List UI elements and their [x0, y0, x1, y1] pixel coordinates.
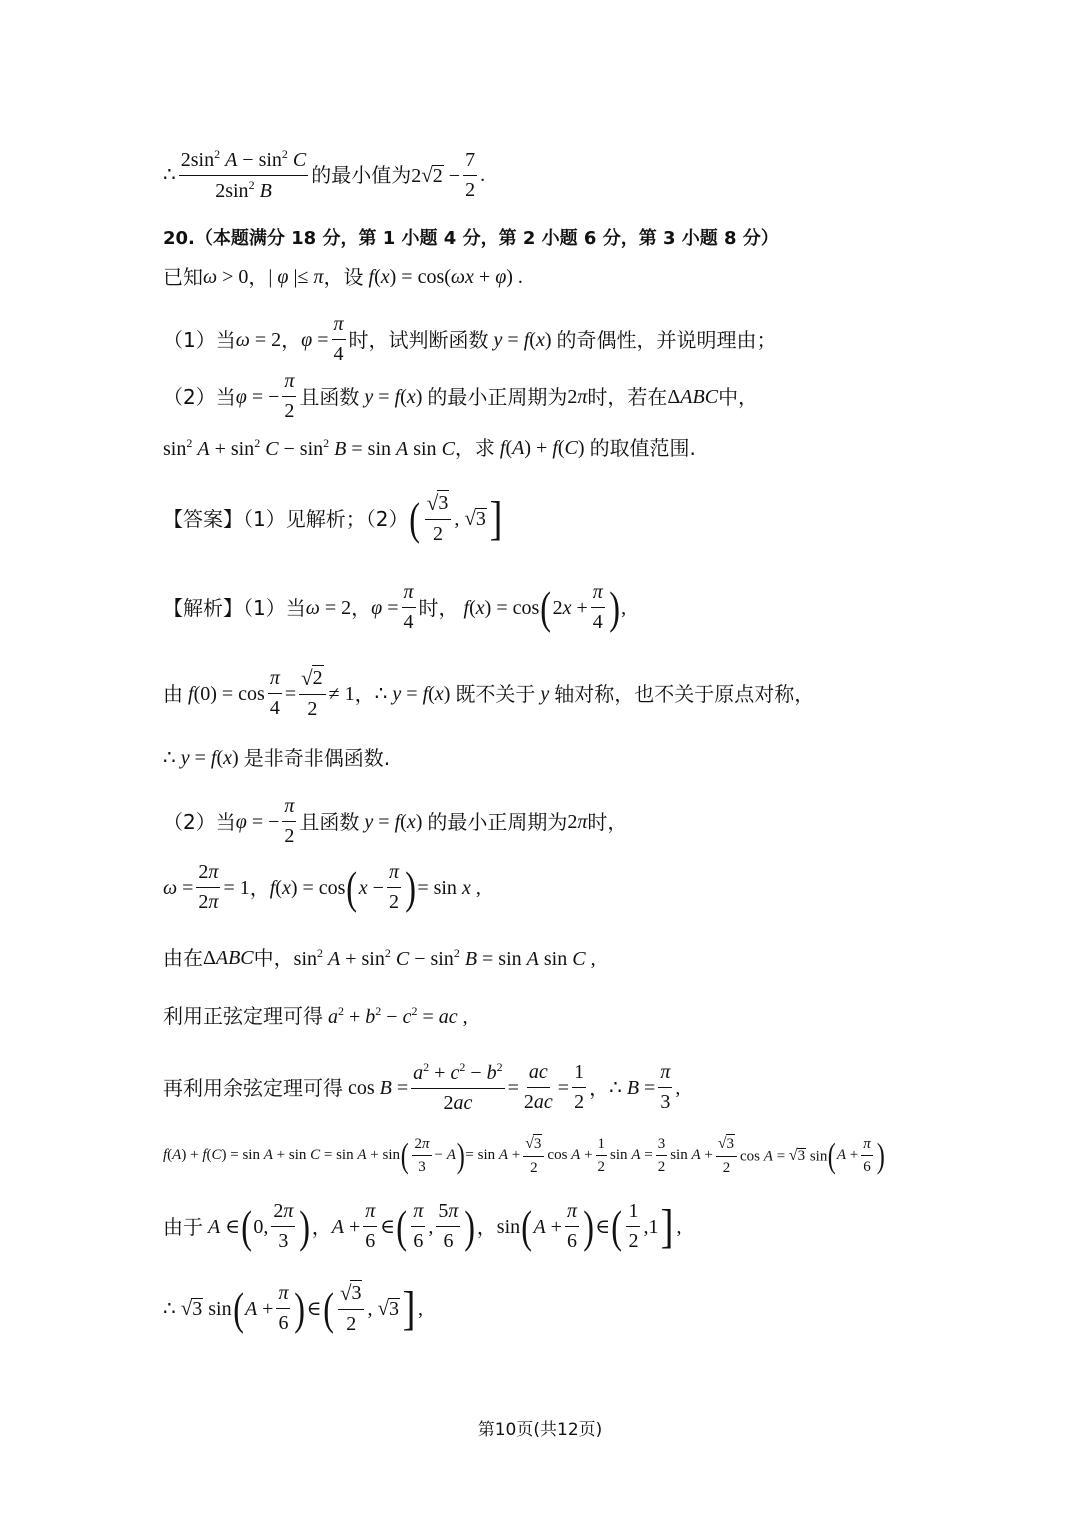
- math: $\sin^2 A + \sin^2 C - \sin^2 B = \sin A$ sin C ,: [293, 946, 596, 970]
- math: f(x) = cos: [463, 596, 540, 619]
- text: 中，: [718, 384, 759, 409]
- line-10: [163, 748, 390, 768]
- fraction: $\frac{\pi}{2}$: [388, 861, 399, 913]
- page-footer: 第10页(共12页): [477, 1420, 603, 1440]
- math: ,: [428, 1215, 434, 1238]
- fraction: $\frac{\pi}{2}$: [284, 370, 295, 422]
- math: f(x) = cos: [269, 876, 346, 899]
- math: ω > 0: [203, 266, 249, 288]
- math: A ∈: [208, 1215, 241, 1238]
- math: $\sin^2 A + \sin^2 C - \sin^2 B = \sin A$ sin C: [163, 436, 455, 460]
- math: ΔABC: [203, 946, 254, 969]
- text: 再利用余弦定理可得: [163, 1075, 343, 1100]
- math: .: [480, 164, 486, 187]
- fraction: $\frac{ac}{2ac}$: [523, 1061, 553, 1114]
- math: y = f(x): [493, 328, 557, 351]
- fraction: √ 3 2: [338, 1280, 365, 1337]
- math: A +: [331, 1215, 361, 1238]
- math: cos A = √ 3 sin: [740, 1146, 828, 1164]
- math: 2π: [567, 385, 588, 408]
- math: (: [540, 581, 552, 633]
- fraction: √ 2 2: [299, 665, 326, 722]
- text: 已知: [163, 265, 203, 289]
- fraction: $\frac{2\sin^2 A - \sin^2 C}{2\sin^2 B}$: [180, 147, 307, 202]
- text: 轴对称，也不关于原点对称，: [554, 681, 815, 706]
- text: 且函数: [299, 809, 360, 834]
- fraction: $\frac{7}{2}$: [465, 148, 476, 201]
- math: 2π: [567, 810, 588, 833]
- math: ∈: [306, 1297, 322, 1320]
- math: ]: [489, 491, 503, 545]
- math: , √ 3: [367, 1296, 399, 1320]
- math: y: [540, 682, 550, 705]
- answer-label: 【答案】（1）见解析；（2）: [163, 506, 409, 531]
- line-16: [163, 1134, 885, 1178]
- line-1: [163, 147, 485, 204]
- fraction: $\frac{2\pi}{2\pi}$: [198, 861, 219, 913]
- text: 由于: [163, 1214, 203, 1239]
- math: ∈: [595, 1215, 611, 1238]
- line-3: [163, 267, 523, 287]
- math: (: [346, 861, 358, 913]
- text: （2）当: [163, 384, 236, 409]
- math: ,1: [643, 1215, 659, 1238]
- math: ]: [661, 1199, 674, 1253]
- fraction: $\frac{\pi}{4}$: [333, 313, 344, 365]
- text: 时，若在: [587, 384, 668, 409]
- answer-line: [163, 490, 505, 547]
- analysis-label: 【解析】（1）当: [163, 595, 306, 620]
- text: 的最小正周期为: [427, 384, 568, 409]
- math: ω =: [163, 876, 194, 899]
- fraction: √ 3 2: [425, 490, 452, 547]
- math: $a^2 + b^2 - c^2$ = ac ,: [328, 1004, 468, 1028]
- line-8: [163, 580, 626, 635]
- math: ∴: [163, 164, 176, 187]
- math: (: [611, 1200, 623, 1252]
- math: (: [521, 1200, 533, 1252]
- math: (: [396, 1200, 408, 1252]
- text: 时，试判断函数: [348, 327, 489, 352]
- text: 由: [163, 681, 183, 706]
- math: ≠ 1: [328, 682, 355, 705]
- part-1: [163, 312, 777, 367]
- math: ,: [676, 1215, 682, 1238]
- math: φ = −: [235, 810, 280, 833]
- math: ): [876, 1136, 885, 1175]
- fraction: √ 3 2: [523, 1134, 544, 1178]
- line-17: [163, 1199, 681, 1254]
- line-18: [163, 1280, 423, 1337]
- math: cos B =: [343, 1076, 409, 1099]
- math: ,: [675, 1076, 681, 1099]
- fraction: $\frac{\pi}{4}$: [269, 667, 280, 719]
- math: ∴ B =: [609, 1076, 656, 1099]
- math: sin: [496, 1215, 521, 1238]
- text: 的最小值为: [311, 163, 412, 188]
- text: 的取值范围.: [589, 435, 696, 460]
- fraction: $\frac{\pi}{6}$: [365, 1200, 376, 1252]
- math: f(A) + f(C): [499, 436, 590, 459]
- math: ,: [417, 1297, 423, 1320]
- math: ): [294, 1282, 306, 1334]
- part-2: [163, 369, 758, 424]
- line-13: [163, 947, 596, 969]
- text: ，求: [454, 435, 495, 460]
- fraction: √ 3 2: [716, 1134, 737, 1178]
- fraction: $\frac{1}{2}$: [597, 1135, 606, 1176]
- fraction: $\frac{5\pi}{6}$: [438, 1200, 459, 1252]
- math: f(A) + f(C) = sin A + sin C = sin A + sin: [163, 1147, 400, 1164]
- math: (: [409, 492, 421, 544]
- fraction: $\frac{\pi}{2}$: [284, 795, 295, 847]
- text: ，设: [323, 265, 364, 289]
- text: ，: [248, 265, 269, 289]
- math: cos A +: [547, 1147, 593, 1164]
- math: ): [456, 1136, 465, 1175]
- math: A +: [533, 1215, 562, 1238]
- question-20-title: 20.（本题满分 18 分，第 1 小题 4 分，第 2 小题 6 分，第 3 小题 8 分）: [163, 228, 779, 249]
- text: 是非奇非偶函数.: [243, 746, 391, 770]
- text: 时，: [587, 809, 628, 834]
- math: x −: [358, 876, 384, 899]
- text: （1）当: [163, 327, 236, 352]
- line-14: [163, 1005, 468, 1027]
- fraction: $\frac{\pi}{3}$: [660, 1061, 671, 1114]
- text: 中，: [253, 945, 294, 970]
- math: f(x) = cos(ωx + φ) .: [368, 266, 523, 288]
- text: 由在: [163, 945, 203, 970]
- text: ，: [311, 1214, 332, 1239]
- math: ∴ √ 3 sin: [163, 1296, 232, 1320]
- text: ，: [476, 1214, 497, 1239]
- math: φ =: [301, 328, 329, 351]
- math: | φ |≤ π: [268, 266, 324, 288]
- math: 2 √ 2 −: [411, 162, 461, 187]
- line-6: [163, 437, 696, 459]
- math: ): [464, 1200, 476, 1252]
- line-11: [163, 794, 627, 849]
- fraction: $\frac{2\pi}{3}$: [273, 1200, 294, 1252]
- text: ，: [351, 595, 372, 620]
- math: A +: [836, 1147, 859, 1164]
- line-15: [163, 1060, 680, 1116]
- text: ，: [281, 327, 302, 352]
- math: ): [583, 1200, 595, 1252]
- math: sin A +: [670, 1147, 713, 1164]
- math: − A: [434, 1147, 456, 1164]
- text: 既不关于: [455, 681, 536, 706]
- math: (: [400, 1136, 409, 1175]
- text: ，: [589, 1075, 610, 1100]
- math: f(0) = cos: [188, 682, 265, 705]
- math: = 1: [223, 876, 250, 899]
- math: ΔABC: [667, 385, 719, 408]
- math: ]: [402, 1281, 416, 1335]
- math: = sin A +: [465, 1147, 521, 1164]
- fraction: $\frac{1}{2}$: [628, 1200, 639, 1252]
- text: ，: [249, 875, 270, 900]
- fraction: $\frac{\pi}{6}$: [278, 1282, 289, 1334]
- text: 的最小正周期为: [427, 809, 568, 834]
- fraction: $\frac{\pi}{4}$: [403, 581, 414, 633]
- fraction: $\frac{\pi}{6}$: [566, 1200, 577, 1252]
- line-12: [163, 860, 481, 915]
- math: (: [232, 1282, 244, 1334]
- fraction: $\frac{a^2 + c^2 - b^2}{2ac}$: [413, 1060, 503, 1114]
- math: ∴ y = f(x): [374, 682, 456, 705]
- fraction: $\frac{2\pi}{3}$: [414, 1135, 430, 1176]
- math: , √ 3: [454, 506, 486, 530]
- text: 时，: [418, 595, 459, 620]
- math: =: [507, 1076, 519, 1099]
- text: 利用正弦定理可得: [163, 1003, 323, 1028]
- math: (: [322, 1282, 334, 1334]
- text: 的奇偶性，并说明理由；: [556, 327, 777, 352]
- line-9: [163, 665, 814, 722]
- math: ∴ y = f(x): [163, 747, 244, 769]
- math: = sin x ,: [417, 876, 481, 899]
- math: ): [609, 581, 620, 633]
- math: ∈: [380, 1215, 396, 1238]
- math: 2x +: [552, 596, 588, 619]
- math: y = f(x): [364, 810, 428, 833]
- math: ): [299, 1200, 311, 1252]
- math: y = f(x): [364, 385, 428, 408]
- math: 0,: [253, 1215, 269, 1238]
- text: ，: [354, 681, 375, 706]
- math: =: [557, 1076, 570, 1099]
- math: A +: [244, 1297, 274, 1320]
- math: ω = 2: [235, 328, 282, 351]
- fraction: $\frac{\pi}{6}$: [863, 1135, 871, 1176]
- math: sin A =: [610, 1147, 653, 1164]
- fraction: $\frac{1}{2}$: [574, 1061, 585, 1114]
- fraction: $\frac{3}{2}$: [657, 1135, 666, 1176]
- math: ): [405, 861, 417, 913]
- text: 且函数: [299, 384, 360, 409]
- text: （2）当: [163, 809, 236, 834]
- math: (: [828, 1136, 837, 1175]
- fraction: $\frac{\pi}{6}$: [413, 1200, 424, 1252]
- math: φ = −: [235, 385, 280, 408]
- math: (: [241, 1200, 253, 1252]
- math: ,: [621, 596, 627, 619]
- math: ω = 2: [305, 596, 352, 619]
- math: =: [284, 682, 297, 705]
- fraction: $\frac{\pi}{4}$: [592, 581, 603, 633]
- math: φ =: [371, 596, 399, 619]
